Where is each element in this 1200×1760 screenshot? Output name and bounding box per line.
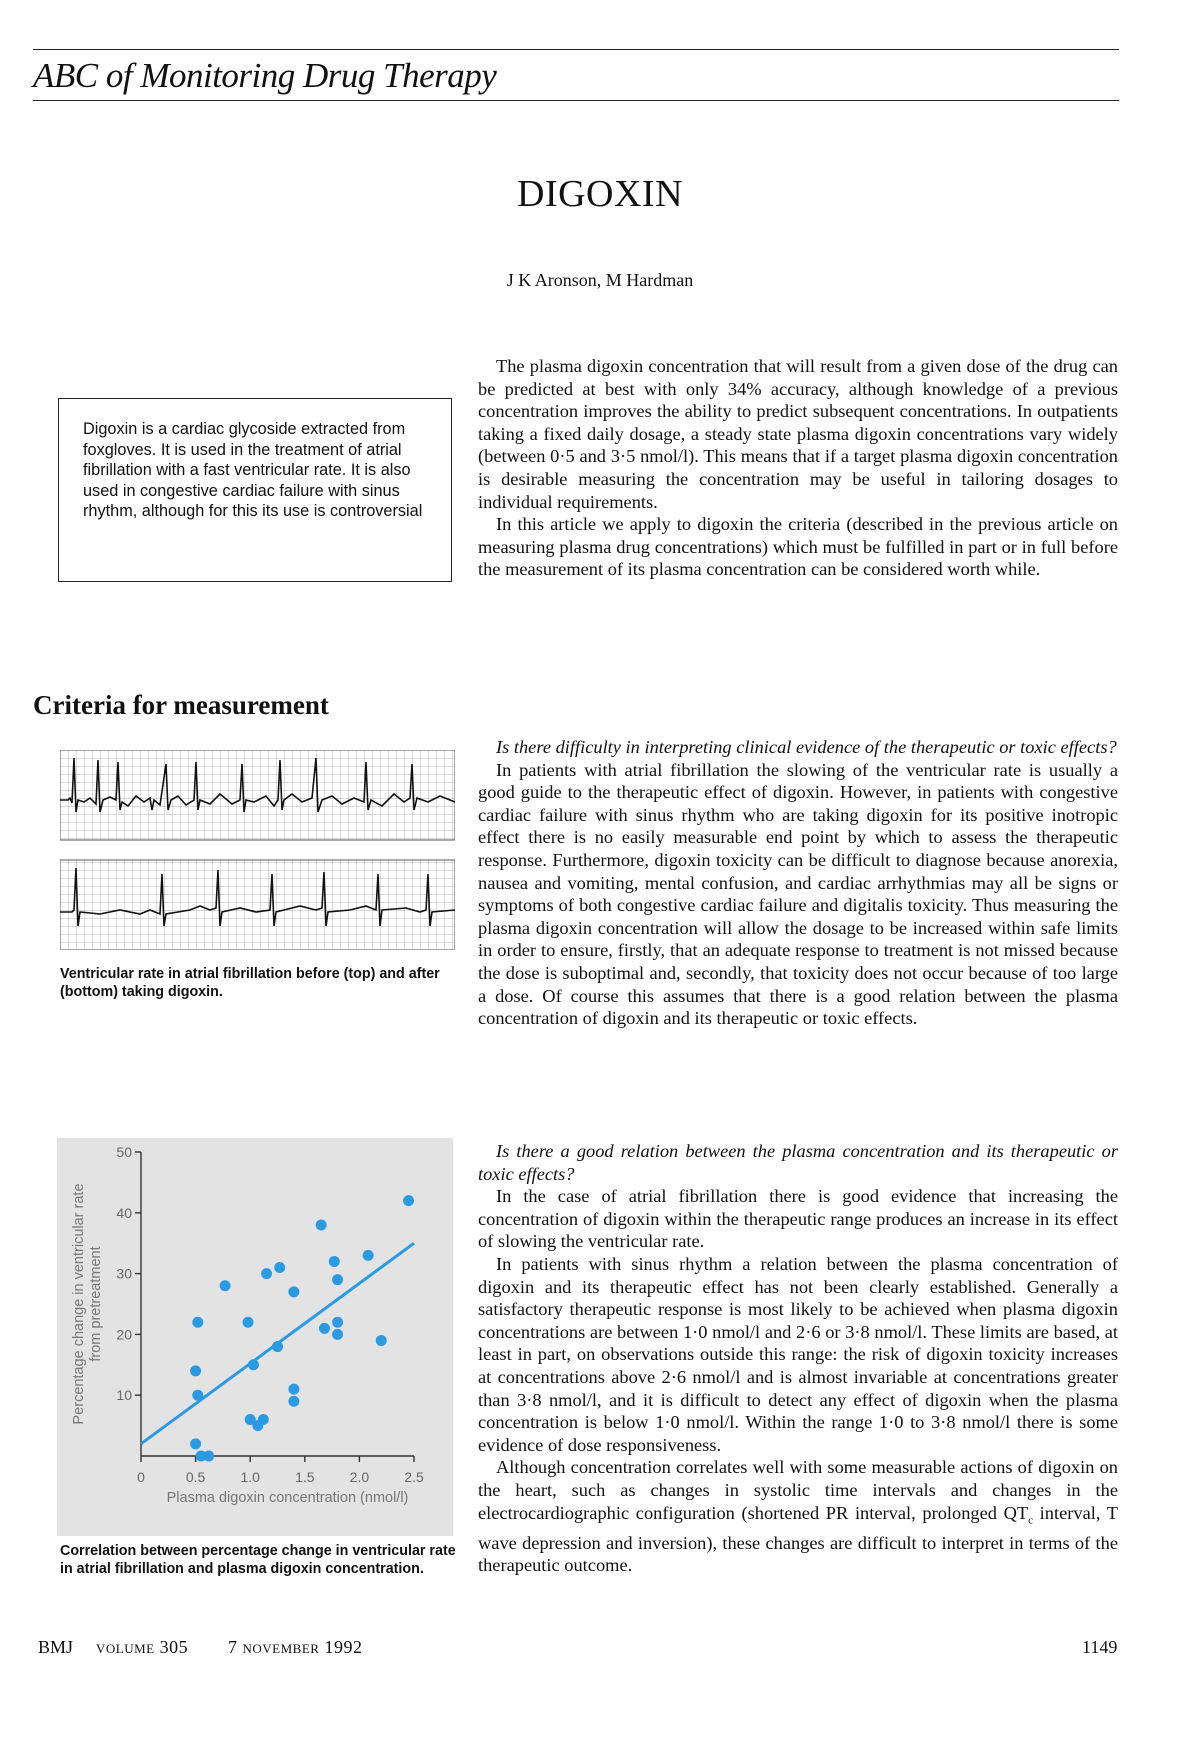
footer-volume: volume 305 (96, 1637, 189, 1657)
data-point (376, 1335, 387, 1346)
footer-journal: BMJ (38, 1637, 74, 1657)
x-axis-label: Plasma digoxin concentration (nmol/l) (166, 1490, 409, 1506)
x-tick-label: 1.0 (240, 1469, 260, 1485)
data-point (203, 1451, 214, 1462)
section-heading: Criteria for measurement (33, 690, 329, 720)
x-tick-label: 1.5 (295, 1469, 315, 1485)
data-point (274, 1262, 285, 1273)
data-point (190, 1365, 201, 1376)
data-point (272, 1341, 283, 1352)
footer-page-number: 1149 (1082, 1637, 1118, 1657)
data-point (288, 1384, 299, 1395)
footer-date: 7 november 1992 (228, 1637, 363, 1657)
q2-section (478, 1140, 1118, 1577)
y-tick-label: 20 (116, 1326, 132, 1343)
data-point (243, 1317, 254, 1328)
y-axis-label-line-1: Percentage change in ventricular rate (71, 1183, 87, 1425)
x-tick-label: 0.5 (185, 1469, 206, 1485)
data-point (332, 1274, 343, 1285)
q2-paragraph-3 (478, 1456, 1118, 1577)
data-point (363, 1250, 374, 1261)
x-tick-label: 0 (137, 1469, 145, 1485)
intro-paragraph-1: The plasma digoxin concentration that will result from a given dose of the drug can be predicted at best with only 34% accuracy, although knowledge of a previous concentration improves the ability to predict subsequent concentrations. In outpatients taking a fixed daily dosage, a steady state plasma digoxin concentrations vary widely (between 0·5 and 3·5 nmol/l). This means that if a target plasma digoxin concentration is desirable measuring the concentration may be useful in tailoring dosages to individual requirements. (478, 356, 1118, 512)
q2-paragraph-2: In patients with sinus rhythm a relation between the plasma concentration of digoxin and its therapeutic effect has not been clearly established. Generally a satisfactory therapeutic response is most likely to be achieved when plasma digoxin concentrations are between 1·0 nmol/l and 2·6 or 3·8 nmol/l. These limits are based, at least in part, on observations outside this range: the risk of digoxin toxicity increases at concentrations above 2·6 nmol/l and is almost invariable at concentrations greater than 3·8 nmol/l, and it is difficult to detect any effect of digoxin when the plasma concentration is below 1·0 nmol/l. Within the range 1·0 to 3·8 nmol/l there is some evidence of dose responsiveness. (478, 1253, 1118, 1455)
data-point (332, 1317, 343, 1328)
q2-p3-sub: c (1028, 1514, 1034, 1527)
summary-box (58, 398, 452, 582)
scatter-figure (57, 1138, 453, 1541)
y-tick-label: 10 (116, 1387, 132, 1404)
data-point (316, 1219, 327, 1230)
data-point (192, 1390, 203, 1401)
summary-box-text: Digoxin is a cardiac glycoside extracted from foxgloves. It is used in the treatment of atrial fibrillation with a fast ventricular rate. It is also used in congestive cardiac failure with sinus rhythm, although for this its use is controversial (83, 420, 423, 520)
header-rule-bottom (33, 100, 1119, 101)
data-point (190, 1438, 201, 1449)
data-point (403, 1195, 414, 1206)
q1-section (478, 736, 1118, 1030)
intro-text (478, 355, 1118, 581)
q2-question: Is there a good relation between the plasma concentration and its therapeutic or toxic effects? (478, 1141, 1118, 1184)
q2-p3-after: interval, T wave depression and inversion), these changes are difficult to interpret in terms of the therapeutic outcome. (478, 1502, 1118, 1576)
data-point (319, 1323, 330, 1334)
ecg-traces (60, 750, 455, 950)
y-tick-label: 30 (116, 1265, 132, 1282)
data-point (332, 1329, 343, 1340)
article-title: DIGOXIN (516, 173, 684, 215)
scatter-chart (57, 1138, 453, 1536)
ecg-bottom-grid (60, 860, 455, 950)
data-point (248, 1359, 259, 1370)
data-point (192, 1317, 203, 1328)
x-tick-label: 2.5 (404, 1469, 424, 1485)
q1-body: In patients with atrial fibrillation the slowing of the ventricular rate is usually a good guide to the therapeutic effect of digoxin. However, in patients with congestive cardiac failure with sinus rhythm who are taking digoxin for its positive inotropic effect there is no easily measurable end point by which to assess the therapeutic response. Furthermore, digoxin toxicity can be difficult to diagnose because anorexia, nausea and vomiting, mental confusion, and cardiac arrhythmias may all be signs or symptoms of both congestive cardiac failure and digitalis toxicity. Thus measuring the plasma digoxin concentration will allow the dosage to be increased within safe limits in order to ensure, firstly, that an adequate response to treatment is not missed because the dose is suboptimal and, secondly, that toxicity does not occur because of too large a dose. Of course this assumes that there is a good relation between the plasma concentration of digoxin and its therapeutic or toxic effects. (478, 759, 1118, 1029)
chart-caption: Correlation between percentage change in ventricular rate in atrial fibrillation and plasma digoxin concentration. (60, 1543, 456, 1577)
q1-question: Is there difficulty in interpreting clinical evidence of the therapeutic or toxic effects? (496, 737, 1117, 757)
article-authors: J K Aronson, M Hardman (506, 270, 694, 290)
data-point (258, 1414, 269, 1425)
data-point (329, 1256, 340, 1267)
q2-p3-before: Although concentration correlates well with some measurable actions of digoxin on the heart, such as changes in systolic time intervals and changes in the electrocardiographic configuration (shortened PR interval, prolonged QT (478, 1457, 1118, 1523)
data-point (220, 1280, 231, 1291)
data-point (288, 1396, 299, 1407)
ecg-caption: Ventricular rate in atrial fibrillation before (top) and after (bottom) taking digoxin. (60, 966, 440, 1000)
x-tick-label: 2.0 (349, 1469, 370, 1485)
header-rule-top (33, 49, 1119, 50)
y-axis-label-line-2: from pretreatment (88, 1246, 104, 1362)
y-tick-label: 50 (116, 1144, 132, 1160)
intro-paragraph-2: In this article we apply to digoxin the criteria (described in the previous article on measuring plasma drug concentrations) which must be fulfilled in part or in full before the measurement of its plasma concentration can be considered worth while. (478, 514, 1118, 580)
data-point (261, 1268, 272, 1279)
series-title: ABC of Monitoring Drug Therapy (33, 56, 497, 95)
ecg-figure (60, 750, 455, 955)
data-point (288, 1286, 299, 1297)
q2-paragraph-1: In the case of atrial fibrillation there is good evidence that increasing the concentration of digoxin within the therapeutic range produces an increase in its effect of slowing the ventricular rate. (478, 1186, 1118, 1252)
y-tick-label: 40 (116, 1204, 132, 1221)
